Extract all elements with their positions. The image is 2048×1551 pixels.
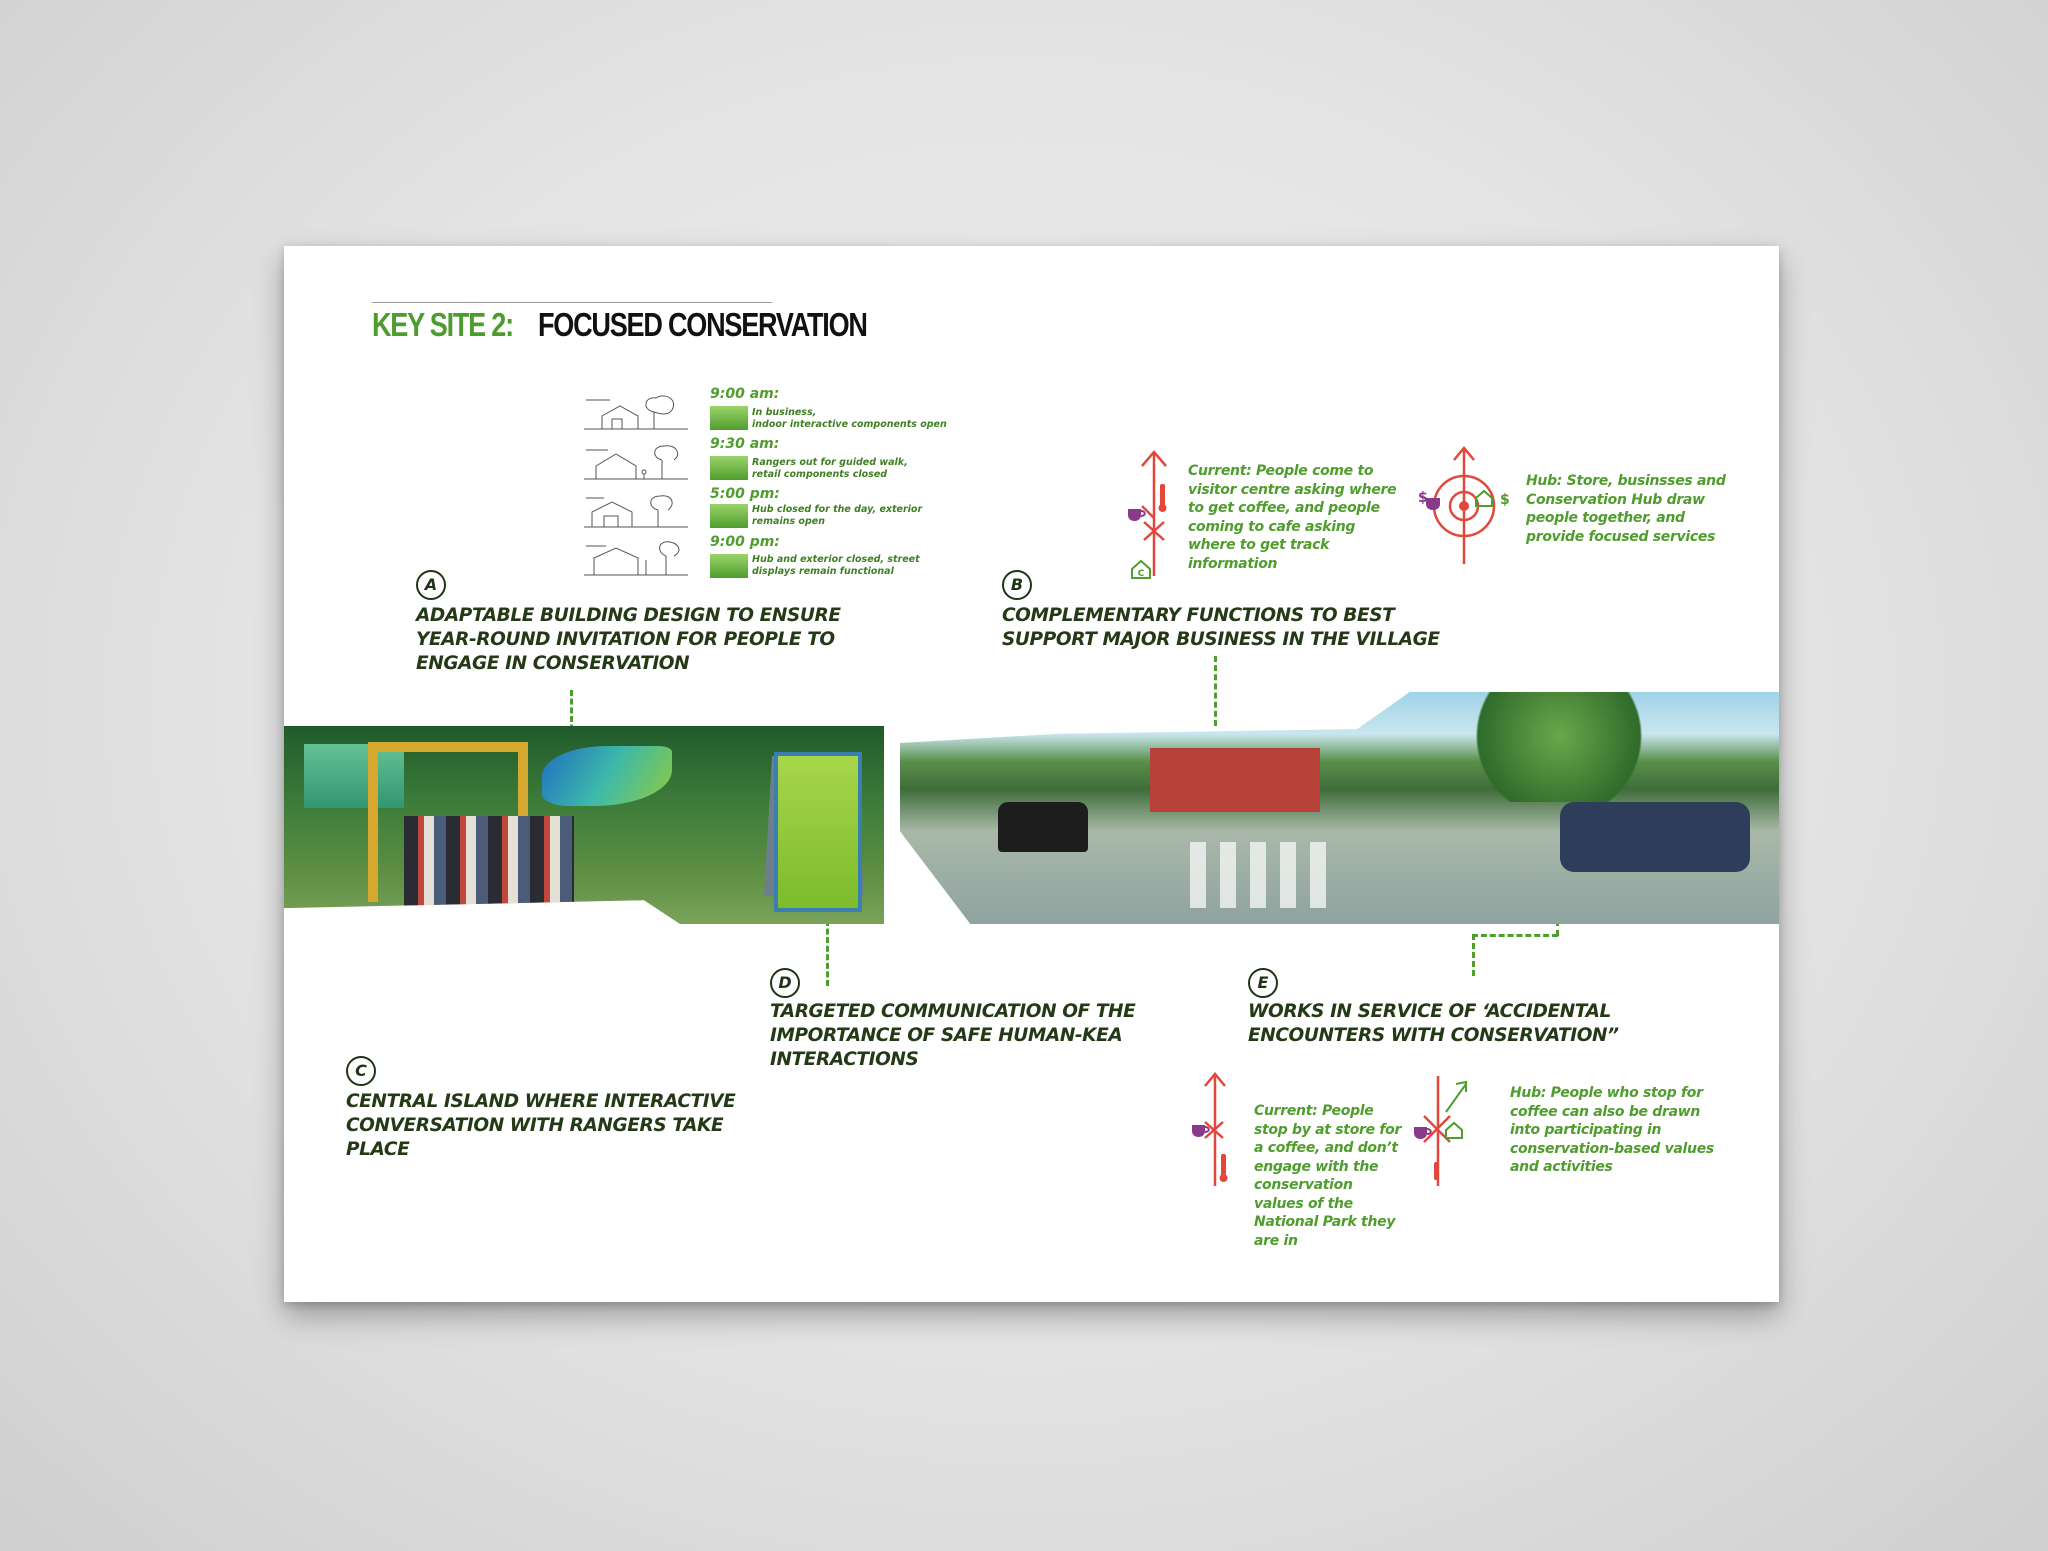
section-b-heading: COMPLEMENTARY FUNCTIONS TO BEST SUPPORT MAJOR BUSINESS IN THE VILLAGE	[1002, 605, 1440, 650]
page-title: FOCUSED CONSERVATION	[538, 306, 867, 343]
section-c-badge: C	[346, 1056, 376, 1086]
e-current-note: Current: People stop by at store for a coffee, and don’t engage with the conservation values of the National Park they are in	[1254, 1103, 1402, 1249]
b-current-note: Current: People come to visitor centre asking where to get coffee, and people coming to cafe asking where to get track information	[1188, 463, 1397, 572]
e-hub-note: Hub: People who stop for coffee can also be drawn into participating in conservation-based values and activities	[1510, 1085, 1714, 1175]
conservation-hut-icon	[1130, 558, 1152, 580]
hub-target-icon	[1414, 446, 1514, 566]
connector-b	[1214, 656, 1217, 726]
schedule-time-4: 9:00 pm:	[710, 534, 780, 550]
sketch-morning	[582, 392, 690, 432]
connector-d	[826, 920, 829, 986]
title-rule	[372, 302, 772, 303]
section-d-badge: D	[770, 968, 800, 998]
b-hub-note: Hub: Store, businsses and Conservation Hub draw people together, and provide focused services	[1526, 473, 1726, 545]
sketch-night	[582, 538, 690, 578]
connector-e-vertical	[1472, 934, 1475, 976]
section-a-heading: ADAPTABLE BUILDING DESIGN TO ENSURE YEAR-ROUND INVITATION FOR PEOPLE TO ENGAGE IN CONSERVATION	[416, 605, 841, 674]
schedule-time-3: 5:00 pm:	[710, 486, 780, 502]
schedule-desc-1: In business, indoor interactive components open	[752, 407, 947, 430]
schedule-time-2: 9:30 am:	[710, 436, 780, 452]
title-prefix: KEY SITE 2:	[372, 306, 513, 343]
document-page	[284, 246, 1779, 1302]
kea-sign-board	[774, 752, 862, 912]
section-e-badge: E	[1248, 968, 1278, 998]
e-hub-coffee-icon	[1412, 1122, 1434, 1140]
schedule-bar-3	[710, 504, 748, 528]
sketch-evening	[582, 490, 690, 530]
section-a-badge: A	[416, 570, 446, 600]
conservation-hut-label: C	[1137, 569, 1145, 579]
section-b-badge: B	[1002, 570, 1032, 600]
schedule-desc-4: Hub and exterior closed, street displays remain functional	[752, 554, 920, 577]
schedule-desc-2: Rangers out for guided walk, retail components closed	[752, 457, 908, 480]
dollar-icon-right: $	[1500, 492, 1510, 508]
section-c-heading: CENTRAL ISLAND WHERE INTERACTIVE CONVERSATION WITH RANGERS TAKE PLACE	[346, 1091, 736, 1160]
connector-e-horizontal	[1472, 934, 1558, 937]
section-d-heading: TARGETED COMMUNICATION OF THE IMPORTANCE OF SAFE HUMAN-KEA INTERACTIONS	[770, 1001, 1136, 1070]
sketch-midmorning	[582, 442, 690, 482]
schedule-bar-1	[710, 406, 748, 430]
schedule-bar-2	[710, 456, 748, 480]
schedule-bar-4	[710, 554, 748, 578]
schedule-time-1: 9:00 am:	[710, 386, 780, 402]
e-coffee-cup-icon	[1190, 1120, 1212, 1138]
schedule-desc-3: Hub closed for the day, exterior remains open	[752, 504, 923, 527]
dollar-icon: $	[1418, 490, 1428, 506]
photo-village-crossing	[900, 692, 1779, 924]
section-e-heading: WORKS IN SERVICE OF ‘ACCIDENTAL ENCOUNTERS WITH CONSERVATION”	[1248, 1001, 1619, 1046]
coffee-cup-icon	[1126, 504, 1148, 522]
